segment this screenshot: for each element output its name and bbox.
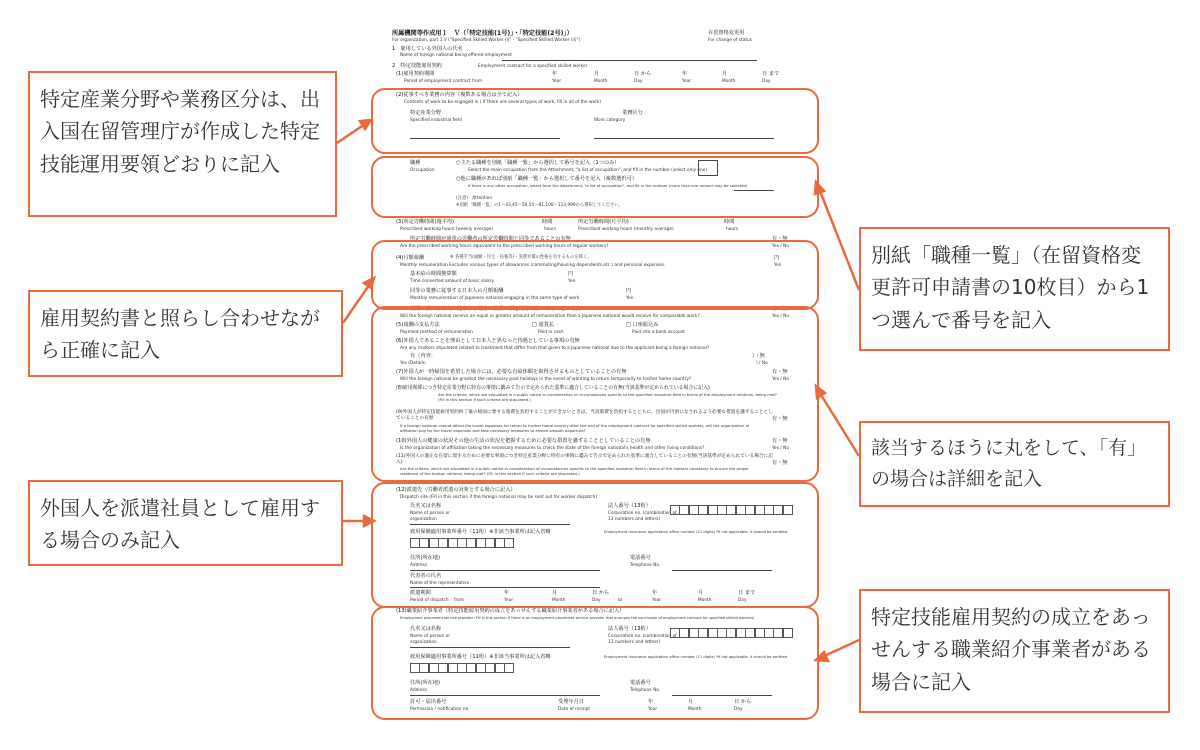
occupation-label: 職種 [410,160,421,166]
placement-provider-label-en: Employment placement service provider (Fill in this section if there is an employment placement service provider that arranges the conclusion of employment contract for specified skilled workers) [400,616,755,620]
yes-no-choice-en: Yes / No [772,314,789,319]
pay-cash-option[interactable]: □ 通貨払 [532,322,555,328]
hourly-basic-label-en: Time converted amount of basic salary [410,279,494,284]
monthly-pay-label: (4)月額報酬 [396,255,425,261]
date-label-en: Day [592,598,601,603]
name-org-label-en: organization [410,640,437,645]
work-content-label: (2)従事すべき業務の内容（複数ある場合は全て記入） [396,92,523,98]
arrow-head [364,516,374,526]
yen-unit-en: Yen [568,279,576,284]
treatment-details-label: 有（内容： [410,353,436,359]
date-label-en: Year [682,79,692,84]
date-label-en: Month [594,79,608,84]
yes-no-choice[interactable]: 有・無 [772,306,788,312]
insurance-number-label-en: Employment insurance application office number (11 digits) *If not applicable, it should be omitted [604,655,788,659]
address-label: 住所(所在地) [410,680,440,686]
yes-no-choice[interactable]: 有・無 [772,236,788,242]
date-label-en: Year [504,598,514,603]
insurance-number-label: 雇用保険適用事業所番号（11桁）※非該当事業所は記入省略 [410,529,551,535]
corp-number-label: 法人番号（13桁） [608,626,651,632]
equivalent-hours-label-en: Are the prescribed working hours equivalent to the prescribed working hours of regular workers? [400,244,609,249]
yen-unit: 円 [774,255,780,261]
industry-criteria-label-en: Are the criteria, which are stipulated in a public notice in consideration of circumstances specific to the specified industrial field in terms of the employment relations, being met? (Fill in this section if such criteria are stipulated.) [438,392,777,402]
pay-cash-option-en: Paid in cash [538,330,564,335]
name-org-label-en: Name of person or [410,634,451,639]
callout-yes-no: 該当するほうに丸をして、「有」の場合は詳細を記入 [859,421,1170,507]
arrow-head [364,278,374,288]
occupation-main-text: ○主たる職種を別紙「職種一覧」から選択して番号を記入（1つのみ） [456,160,620,166]
date-label-en: Month [688,707,702,712]
equivalent-hours-label: 所定労働時間が通常の労働者の所定労働時間と同等であることの有無 [410,236,571,242]
different-treatment-label-en: Are any matters stipulated related to treatment that differ from that given to a Japanese national due to the applicant being a foreign national? [400,346,710,351]
date-label: 月 [698,590,704,596]
yes-no-choice-en: Yes / No [772,446,789,451]
phone-label-en: Telephone No. [630,563,661,568]
contract-period-label-en: Period of employment contract from [404,79,483,84]
work-content-label-en: Contents of work to be engaged in ( If there are several types of work, fill in all of the work) [404,100,602,105]
permit-number-label: 許可・届出番号 [410,699,447,705]
yes-no-choice[interactable]: 有・無 [772,416,788,422]
date-label: 年 [682,71,688,77]
date-label-en: Year [648,707,658,712]
date-label: 日 から [634,71,652,77]
name-org-label: 氏名又は名称 [410,503,442,509]
status-label-en: For change of status [708,38,752,43]
date-label-en: Year [652,598,662,603]
corp-number-label-en: Corporation no. (combination of [608,511,677,516]
attention-text: ※別紙「職種一覧」の1～43,45～50,55～81,100～113,999から選択してください。 [456,203,623,208]
corp-number-label-en: 13 numbers and letters) [608,640,661,645]
from-label: from [454,598,464,603]
callout-field-category: 特定産業分野や業務区分は、出入国在留管理庁が作成した特定技能運用要領どおりに記入 [28,71,337,217]
insurance-number-label-en: Employment insurance application office number (11 digits) *If not applicable, it should be omitted [604,530,788,534]
treatment-yes-no[interactable]: ）・無 [752,353,765,359]
date-label-en: Day [634,79,643,84]
arrow-head [816,652,828,661]
date-label: 年 [504,590,510,596]
date-label: 月 [688,699,694,705]
section-1-label-en: Name of foreign national being offered employment [400,53,512,58]
yes-no-choice-en: Yes / No [772,377,789,382]
date-label-en: Day [738,598,747,603]
section-2-label: 2 特定技能雇用契約 [392,63,442,69]
paid-leave-label: (7)外国人が一時帰国を希望した場合には，必要な有給休暇を取得させるものとしていることの有無 [396,369,627,375]
yen-unit: 円 [568,271,574,277]
name-org-label: 氏名又は名称 [410,626,442,632]
hourly-basic-label: 基本給の時間換算額 [410,271,457,277]
dispatch-period-label-en: Period of dispatch [410,598,449,603]
date-label: 日 まで [738,590,756,596]
date-label-en: Day [762,79,771,84]
residence-criteria-label: (11)外国人の適正な在留に資するために必要な事項につき特定産業分野に特有の事情に鑑みて告示で定められた基準に適合していることの有無(当該基準が定められている場合に記入) [396,454,773,466]
yen-unit: 円 [626,288,632,294]
date-label: 月 [722,71,728,77]
yen-unit-en: Yen [626,296,634,301]
hours-unit: 時間 [542,219,553,225]
placement-provider-label: (13)職業紹介事業者（特定技能雇用契約の成立をあっせんする職業紹介事業者がある場合に記入） [396,608,625,614]
date-label-en: Year [552,79,562,84]
hours-unit-en: hours [544,227,557,232]
yen-unit-en: Yen [774,263,782,268]
dispatch-site-label-en: Dispatch site (Fill in this section if the foreign national may be sent out for worker dispatch) [400,495,598,500]
dispatch-site-label: (12)派遣先（労働者派遣の対象とする場合に記入） [396,487,516,493]
dispatch-period-label: 派遣期間 [410,590,431,596]
address-label: 住所(所在地) [410,555,440,561]
work-category-label: 業務区分 [622,110,643,116]
occupation-main-text-en: Select the main occupation from the Attachment, "a list of occupation", and fill in the number (select only one) [468,168,708,173]
hours-unit-en: hours [726,227,739,232]
date-label: 日 から [734,699,752,705]
date-label: 日 から [592,590,610,596]
monthly-hours-label-en: Prescribed working hours (monthly average) [578,227,674,232]
date-label: 月 [594,71,600,77]
date-label: 年 [552,71,558,77]
hours-unit: 時間 [724,219,735,225]
representative-label-en: Name of the representative [410,581,470,586]
contract-period-label: (1)雇用契約期間 [396,71,435,77]
payment-method-label-en: Payment method of remuneration [400,330,473,335]
occupation-other-text-en: If there is any other occupation, select from the Attachment, "a list of occupation", and fill in the number (more than one answer may be selected) [468,183,748,188]
name-org-label-en: organization [410,517,437,522]
equal-pay-label: 報酬の額が日本人が従事する場合の報酬の額と同等以上であることの有無 [410,306,582,312]
attention-label: (注意) Attention [456,196,493,201]
different-treatment-label: (6)外国人であることを理由として日本人と異なった待遇としている事項の有無 [396,338,580,344]
date-label-en: Month [698,598,712,603]
date-label: 年 [652,590,658,596]
phone-label-en: Telephone No. [630,688,661,693]
industry-criteria-label: (8)雇用関係につき特定産業分野に特有の事情に鑑みて告示で定められた基準に適合していることの有無(当該基準が定められている場合に記入) [396,385,710,391]
form-title: 所属機関等作成用１ Ｖ（「特定技能(1号)」・「特定技能(2号)」） [392,30,573,37]
health-check-label: (10)外国人の健康の状況その他の生活の状況を把握するために必要な措置を講ずることとしていることの有無 [396,438,651,444]
equal-pay-label-en: Will the foreign national receive an equal or greater amount of remuneration than a Japanese national would receive for comparable work? [400,314,700,319]
work-category-label-en: Work category [594,118,626,123]
address-label-en: Address [410,563,428,568]
form-title-en: For organization, part 1 V ("Specified Skilled Worker (i)"・"Specified Skilled Worker (ii)") [392,38,581,43]
corp-number-label: 法人番号（13桁） [608,503,651,509]
corp-number-label-en: Corporation no. (combination of [608,634,677,639]
date-label: 年 [648,699,654,705]
date-label-en: Day [734,707,743,712]
date-label: 日 まで [762,71,780,77]
yes-no-choice-en: Yes / No [772,244,789,249]
date-label-en: Month [552,598,566,603]
date-label-en: Month [722,79,736,84]
pay-bank-option-en: Paid into a bank account [632,330,685,335]
monthly-pay-note: ※ 各種手当(通勤・住宅・扶養等)・実費弁償の性格を有するものを除く。 [450,255,592,260]
return-travel-label-en: If a foreign national cannot afford the travel expenses for return to his/her home country after the end of the employment contract for specified skilled workers, will the organization of affiliation pay for the travel expenses and take necessary measures to ensure smooth departure? [400,423,750,433]
yes-no-choice[interactable]: 有・無 [772,460,788,466]
to-label: to [618,598,623,603]
insurance-number-label: 雇用保険適用事業所番号（11桁）※非該当事業所は記入省略 [410,654,551,660]
pay-bank-option[interactable]: □ 口座振込み [626,322,659,328]
occupation-label-en: Occupation [410,168,435,173]
monthly-pay-label-en: Monthly remuneration Excludes various types of allowances (commuting/housing dependents,etc.) and personal expenses. [400,263,666,268]
residence-criteria-label-en: Are the criteria, which are stipulated in a public notice in consideration of circumstances specific to the specified industrial field in terms of the matters necessary to ensure the proper residence of the foreign national, being met? (Fill in this section if such criteria are stipulated.) [400,466,749,476]
phone-label: 電話番号 [630,680,651,686]
payment-method-label: (5)報酬の支払方法 [396,322,440,328]
return-travel-label: (9)外国人が特定技能雇用契約終了後の帰国に要する旅費を負担することができないときは，当該旅費を負担するとともに，出国が円滑になされるよう必要な措置を講ずることとしていることの有無 [396,410,773,422]
industrial-field-label-en: Specified industrial field [410,118,462,123]
weekly-hours-label-en: Prescribed working hours (weekly average) [400,227,494,232]
industrial-field-label: 特定産業分野 [410,110,442,116]
yes-no-choice[interactable]: 有・無 [772,438,788,444]
callout-placement: 特定技能雇用契約の成立をあっせんする職業紹介事業者がある場合に記入 [859,589,1170,713]
receipt-date-label: 受理年月日 [558,699,584,705]
arrow-head [815,182,824,194]
corp-number-label-en: 13 numbers and letters) [608,517,661,522]
paid-leave-label-en: Will the foreign national be granted the necessary paid holidays in the event of wanting to return temporarily to his/her home country? [400,377,692,382]
date-label: 月 [552,590,558,596]
representative-label: 代表者の氏名 [410,573,442,579]
japanese-pay-label: 同等の業務に従事する日本人の月額報酬 [410,288,504,294]
callout-contract: 雇用契約書と照らし合わせながら正確に記入 [28,290,343,377]
japanese-pay-label-en: Monthly remuneration of Japanese national engaging in the same type of work [410,296,580,301]
receipt-date-label-en: Date of receipt [558,707,591,712]
name-org-label-en: Name of person or [410,511,451,516]
monthly-hours-label: 所定労働時間(月平均) [578,219,629,225]
callout-dispatch: 外国人を派遣社員として雇用する場合のみ記入 [28,480,343,566]
treatment-yes-no-en: ) / No [756,361,768,366]
arrow-head [816,386,825,398]
occupation-other-text: ○他に職種があれば別紙「職種一覧」から選択して番号を記入（複数選択可） [456,176,637,182]
section-2-label-en: Employment contract for a specified skilled worker [478,64,588,69]
permit-number-label-en: Permission / notification no. [410,707,470,712]
phone-label: 電話番号 [630,555,651,561]
yes-no-choice[interactable]: 有・無 [772,369,788,375]
treatment-details-label-en: Yes (Details: [400,361,427,366]
address-label-en: Address [410,688,428,693]
section-1-label: 1 雇用している外国人の氏名 [392,46,463,52]
weekly-hours-label: (3)所定労働時間(週平均) [396,219,455,225]
callout-occupation: 別紙「職種一覧」（在留資格変更許可申請書の10枚目）から1つ選んで番号を記入 [859,227,1170,351]
status-label: 在留資格変更用 [708,30,745,36]
health-check-label-en: Is the organization of affiliation taking the necessary measures to check the state of the foreign national's health and other living conditions? [400,446,705,451]
